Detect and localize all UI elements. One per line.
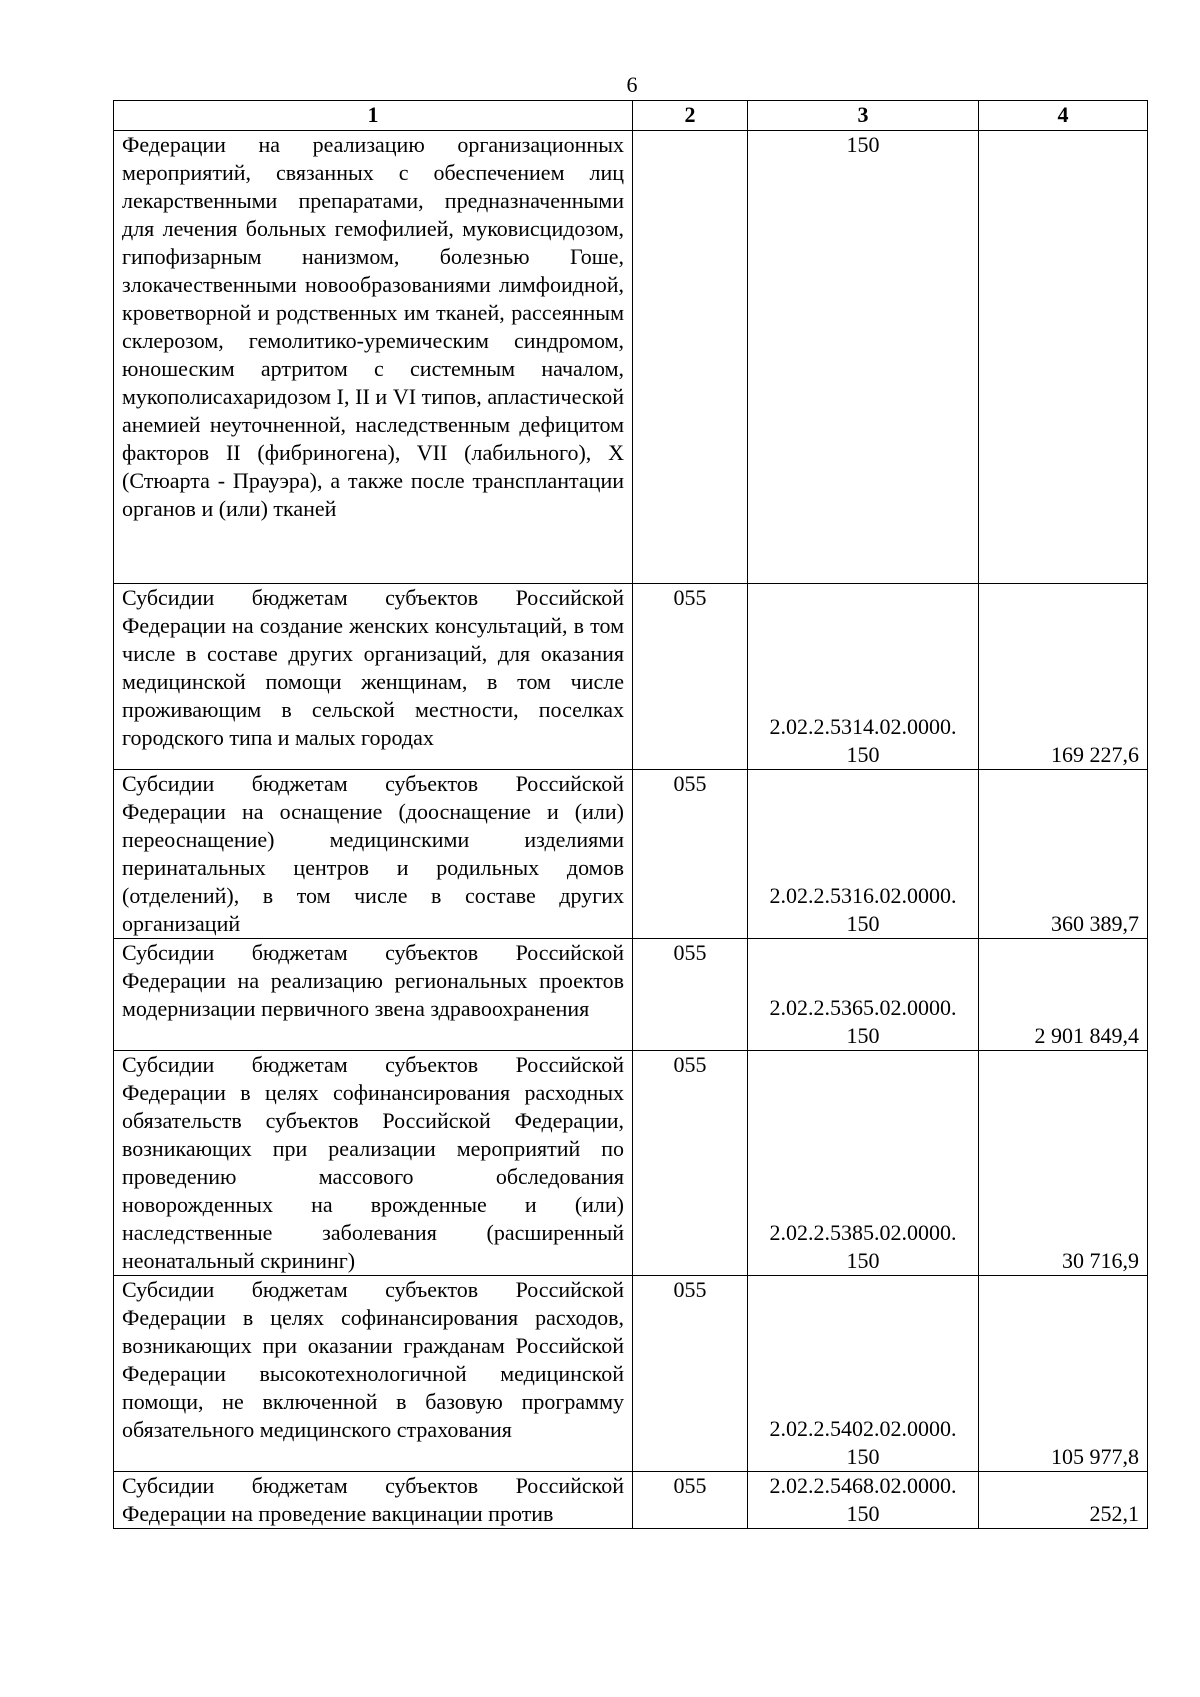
budget-code-line-2: 150 — [846, 911, 880, 936]
row-description: Субсидии бюджетам субъектов Российской Федерации на оснащение (дооснащение и (или) переоснащение) медицинскими изделиями перинатальных центров и родильных домов (отделений), в том числе в составе других организаций — [114, 770, 633, 939]
row-amount: 30 716,9 — [979, 1051, 1148, 1276]
budget-code-line-1: 150 — [846, 132, 880, 157]
row-amount: 360 389,7 — [979, 770, 1148, 939]
row-description: Федерации на реализацию организационных мероприятий, связанных с обеспечением лиц лекарственными препаратами, предназначенными для лечения больных гемофилией, муковисцидозом, гипофизарным нанизмом, болезнью Гоше, злокачественными новообразованиями лимфоидной, кроветворной и родственных им тканей, рассеянным склерозом, гемолитико-уремическим синдромом, юношеским артритом с системным началом, мукополисахаридозом I, II и VI типов, апластической анемией неуточненной, наследственным дефицитом факторов II (фибриногена), VII (лабильного), X (Стюарта - Прауэра), а также после трансплантации органов и (или) тканей — [114, 131, 633, 584]
row-amount — [979, 131, 1148, 584]
budget-code-line-1: 2.02.2.5385.02.0000. — [769, 1220, 957, 1245]
row-amount: 105 977,8 — [979, 1276, 1148, 1472]
row-budget-code — [748, 1472, 979, 1529]
row-admin-code: 055 — [633, 1276, 748, 1472]
row-admin-code: 055 — [633, 939, 748, 1051]
budget-code-line-1: 2.02.2.5468.02.0000. — [769, 1473, 957, 1498]
row-amount: 169 227,6 — [979, 584, 1148, 770]
table-row — [114, 1276, 1148, 1472]
row-description: Субсидии бюджетам субъектов Российской Федерации в целях софинансирования расходных обязательств субъектов Российской Федерации, возникающих при реализации мероприятий по проведению массового обследования новорожденных на врожденные и (или) наследственные заболевания (расширенный неонатальный скрининг) — [114, 1051, 633, 1276]
table-row — [114, 939, 1148, 1051]
header-col-2: 2 — [633, 101, 748, 131]
budget-code-line-1: 2.02.2.5314.02.0000. — [769, 714, 957, 739]
budget-code-line-1: 2.02.2.5316.02.0000. — [769, 883, 957, 908]
row-description: Субсидии бюджетам субъектов Российской Федерации в целях софинансирования расходов, возникающих при оказании гражданам Российской Федерации высокотехнологичной медицинской помощи, не включенной в базовую программу обязательного медицинского страхования — [114, 1276, 633, 1472]
budget-code-line-2: 150 — [846, 1248, 880, 1273]
header-col-3: 3 — [748, 101, 979, 131]
header-row — [114, 101, 1148, 131]
table-row — [114, 1472, 1148, 1529]
table-row — [114, 584, 1148, 770]
row-admin-code — [633, 131, 748, 584]
row-description: Субсидии бюджетам субъектов Российской Федерации на проведение вакцинации против — [114, 1472, 633, 1529]
row-budget-code — [748, 584, 979, 770]
row-admin-code: 055 — [633, 584, 748, 770]
table-row — [114, 1051, 1148, 1276]
budget-code-line-2: 150 — [846, 1023, 880, 1048]
budget-code-line-2: 150 — [846, 742, 880, 767]
row-amount: 2 901 849,4 — [979, 939, 1148, 1051]
budget-code-line-2: 150 — [846, 1501, 880, 1526]
row-amount: 252,1 — [979, 1472, 1148, 1529]
budget-code-line-2: 150 — [846, 1444, 880, 1469]
row-budget-code — [748, 131, 979, 584]
budget-code-line-1: 2.02.2.5365.02.0000. — [769, 995, 957, 1020]
row-budget-code — [748, 1276, 979, 1472]
page-number: 6 — [626, 72, 638, 97]
row-admin-code: 055 — [633, 1472, 748, 1529]
table-row — [114, 131, 1148, 584]
budget-code-line-1: 2.02.2.5402.02.0000. — [769, 1416, 957, 1441]
row-description: Субсидии бюджетам субъектов Российской Федерации на создание женских консультаций, в том числе в составе других организаций, для оказания медицинской помощи женщинам, в том числе проживающим в сельской местности, поселках городского типа и малых городах — [114, 584, 633, 770]
row-budget-code — [748, 939, 979, 1051]
row-budget-code — [748, 1051, 979, 1276]
table-row — [114, 770, 1148, 939]
row-admin-code: 055 — [633, 1051, 748, 1276]
row-admin-code: 055 — [633, 770, 748, 939]
row-budget-code — [748, 770, 979, 939]
header-col-1: 1 — [114, 101, 633, 131]
row-description: Субсидии бюджетам субъектов Российской Федерации на реализацию региональных проектов модернизации первичного звена здравоохранения — [114, 939, 633, 1051]
budget-table — [113, 100, 1148, 1529]
header-col-4: 4 — [979, 101, 1148, 131]
